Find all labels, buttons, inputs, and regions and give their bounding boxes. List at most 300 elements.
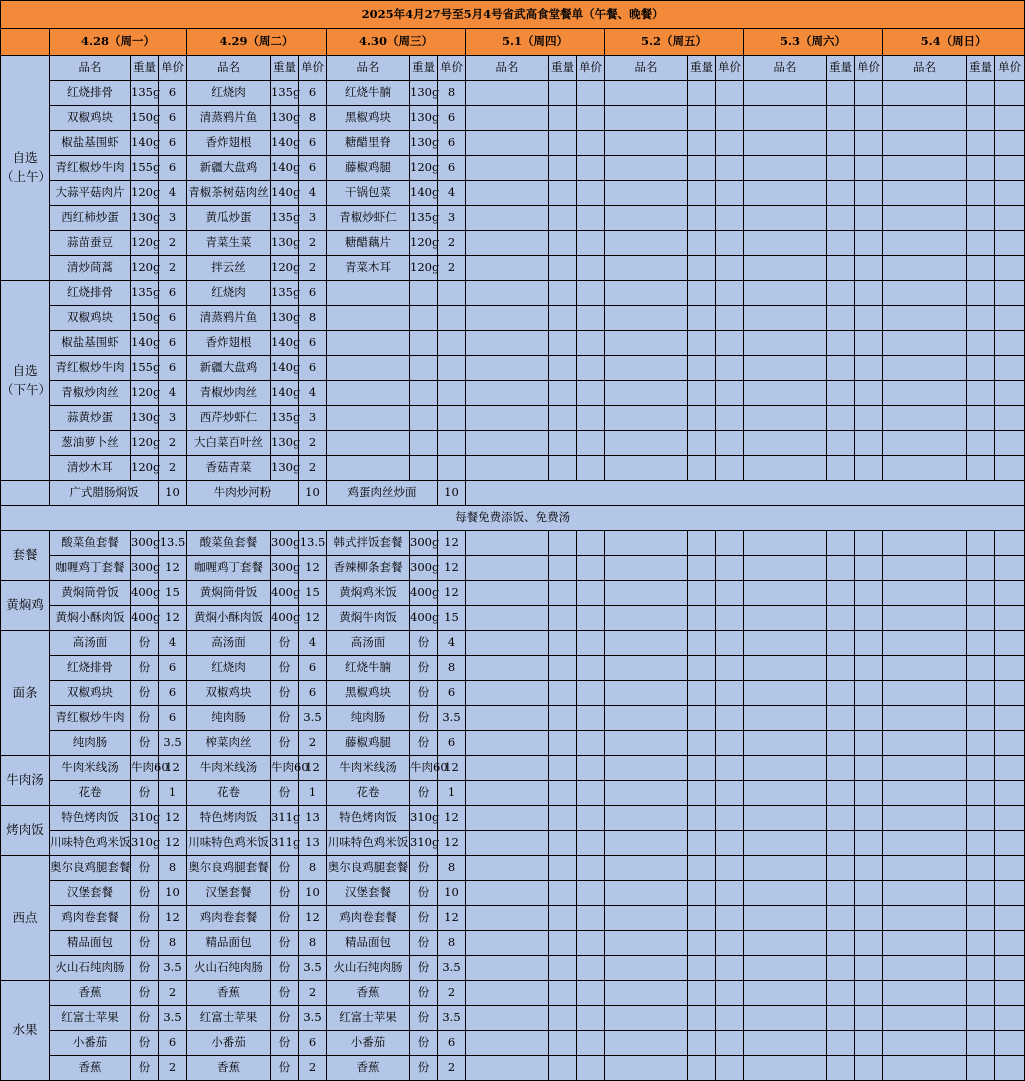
empty-cell <box>688 356 716 381</box>
day-header: 4.29（周二） <box>187 29 327 56</box>
empty-cell <box>883 781 967 806</box>
dish-name: 香蕉 <box>187 1056 271 1081</box>
table-row <box>1 731 1025 756</box>
empty-cell <box>967 656 995 681</box>
table-row <box>1 281 1025 306</box>
empty-cell <box>688 106 716 131</box>
dish-price: 13 <box>299 831 327 856</box>
col-header-price: 单价 <box>159 56 187 81</box>
dish-weight: 400g <box>131 606 159 631</box>
dish-weight: 400g <box>131 581 159 606</box>
empty-cell <box>744 931 827 956</box>
empty-cell <box>605 356 688 381</box>
empty-cell <box>855 256 883 281</box>
empty-cell <box>827 456 855 481</box>
dish-weight: 140g <box>271 331 299 356</box>
dish-price: 12 <box>438 581 466 606</box>
empty-cell <box>549 706 577 731</box>
col-header-weight: 重量 <box>410 56 438 81</box>
dish-weight: 310g <box>410 831 438 856</box>
empty-cell <box>827 256 855 281</box>
dish-weight: 130g <box>131 406 159 431</box>
empty-cell <box>549 231 577 256</box>
dish-price: 2 <box>159 256 187 281</box>
empty-cell <box>995 731 1025 756</box>
table-row <box>1 581 1025 606</box>
empty-cell <box>688 406 716 431</box>
empty-cell <box>744 206 827 231</box>
empty-cell <box>995 256 1025 281</box>
table-row <box>1 56 1025 81</box>
table-row <box>1 331 1025 356</box>
empty-cell <box>605 581 688 606</box>
empty-cell <box>744 1006 827 1031</box>
corner-cell <box>1 29 50 56</box>
dish-weight: 份 <box>271 981 299 1006</box>
dish-name: 咖喱鸡丁套餐 <box>187 556 271 581</box>
empty-cell <box>577 856 605 881</box>
empty-cell <box>967 681 995 706</box>
empty-cell <box>827 431 855 456</box>
dish-name: 黑椒鸡块 <box>327 681 410 706</box>
dish-price: 4 <box>438 181 466 206</box>
empty-cell <box>744 431 827 456</box>
empty-cell <box>995 981 1025 1006</box>
dish-weight: 120g <box>410 256 438 281</box>
empty-cell <box>716 231 744 256</box>
dish-price: 6 <box>438 1031 466 1056</box>
empty-cell <box>855 806 883 831</box>
dish-price: 4 <box>299 631 327 656</box>
empty-cell <box>716 656 744 681</box>
dish-weight: 120g <box>131 456 159 481</box>
dish-name: 香菇青菜 <box>187 456 271 481</box>
empty-cell <box>883 581 967 606</box>
empty-cell <box>466 731 549 756</box>
empty-cell <box>410 431 438 456</box>
dish-name: 精品面包 <box>187 931 271 956</box>
dish-name: 川味特色鸡米饭 <box>327 831 410 856</box>
dish-weight: 份 <box>131 881 159 906</box>
empty-cell <box>744 656 827 681</box>
empty-cell <box>883 231 967 256</box>
empty-cell <box>605 881 688 906</box>
special-dish-name: 广式腊肠焖饭 <box>50 481 159 506</box>
dish-name: 红烧排骨 <box>50 281 131 306</box>
dish-price: 8 <box>438 931 466 956</box>
empty-cell <box>577 656 605 681</box>
dish-name: 青椒茶树菇肉丝 <box>187 181 271 206</box>
dish-price: 3 <box>299 206 327 231</box>
empty-cell <box>827 1006 855 1031</box>
empty-cell <box>688 606 716 631</box>
section-label: 自选 （上午） <box>1 56 50 281</box>
empty-cell <box>716 706 744 731</box>
dish-name: 香蕉 <box>50 981 131 1006</box>
dish-price: 2 <box>159 1056 187 1081</box>
dish-weight: 130g <box>271 106 299 131</box>
empty-cell <box>577 106 605 131</box>
dish-price: 2 <box>299 456 327 481</box>
dish-name: 清蒸鸦片鱼 <box>187 306 271 331</box>
empty-cell <box>549 831 577 856</box>
dish-name: 葱油萝卜丝 <box>50 431 131 456</box>
empty-cell <box>827 581 855 606</box>
empty-cell <box>995 1006 1025 1031</box>
dish-weight: 135g <box>271 406 299 431</box>
dish-weight: 份 <box>410 706 438 731</box>
empty-cell <box>883 931 967 956</box>
dish-price: 12 <box>438 806 466 831</box>
dish-weight: 份 <box>410 781 438 806</box>
empty-cell <box>688 856 716 881</box>
empty-cell <box>967 131 995 156</box>
dish-price: 2 <box>299 431 327 456</box>
empty-cell <box>995 206 1025 231</box>
empty-cell <box>577 981 605 1006</box>
dish-weight: 份 <box>410 1031 438 1056</box>
table-row <box>1 406 1025 431</box>
dish-name: 红富士苹果 <box>50 1006 131 1031</box>
empty-cell <box>466 481 1025 506</box>
empty-cell <box>549 556 577 581</box>
empty-cell <box>716 1056 744 1081</box>
empty-cell <box>688 306 716 331</box>
empty-cell <box>716 356 744 381</box>
dish-weight: 130g <box>410 131 438 156</box>
empty-cell <box>688 556 716 581</box>
empty-cell <box>967 431 995 456</box>
empty-cell <box>577 331 605 356</box>
empty-cell <box>883 906 967 931</box>
table-row <box>1 106 1025 131</box>
empty-cell <box>438 431 466 456</box>
dish-price: 6 <box>438 106 466 131</box>
dish-price: 12 <box>438 906 466 931</box>
dish-name: 黑椒鸡块 <box>327 106 410 131</box>
dish-weight: 135g <box>410 206 438 231</box>
dish-weight: 300g <box>410 556 438 581</box>
section-label: 烤肉饭 <box>1 806 50 856</box>
empty-cell <box>577 556 605 581</box>
empty-cell <box>688 931 716 956</box>
empty-cell <box>577 156 605 181</box>
empty-cell <box>855 131 883 156</box>
empty-cell <box>577 81 605 106</box>
dish-weight: 130g <box>271 431 299 456</box>
empty-cell <box>549 356 577 381</box>
dish-name: 黄焖鸡米饭 <box>327 581 410 606</box>
dish-weight: 400g <box>410 581 438 606</box>
empty-cell <box>549 206 577 231</box>
empty-cell <box>827 981 855 1006</box>
table-row <box>1 631 1025 656</box>
dish-price: 6 <box>299 331 327 356</box>
dish-weight: 310g <box>131 831 159 856</box>
special-dish-name: 鸡蛋肉丝炒面 <box>327 481 438 506</box>
empty-cell <box>967 956 995 981</box>
empty-cell <box>466 1056 549 1081</box>
dish-weight: 150g <box>131 106 159 131</box>
dish-weight: 140g <box>271 381 299 406</box>
dish-weight: 140g <box>271 131 299 156</box>
empty-cell <box>327 381 410 406</box>
empty-cell <box>855 681 883 706</box>
dish-weight: 310g <box>131 806 159 831</box>
empty-cell <box>967 606 995 631</box>
dish-name: 榨菜肉丝 <box>187 731 271 756</box>
dish-weight: 份 <box>131 681 159 706</box>
empty-cell <box>466 206 549 231</box>
table-row <box>1 506 1025 531</box>
empty-cell <box>827 631 855 656</box>
empty-cell <box>827 681 855 706</box>
empty-cell <box>688 956 716 981</box>
empty-cell <box>967 556 995 581</box>
empty-cell <box>577 956 605 981</box>
empty-cell <box>577 881 605 906</box>
empty-cell <box>883 1056 967 1081</box>
empty-cell <box>466 981 549 1006</box>
dish-weight: 份 <box>410 956 438 981</box>
empty-cell <box>466 606 549 631</box>
dish-weight: 份 <box>271 881 299 906</box>
empty-cell <box>744 156 827 181</box>
table-row <box>1 1006 1025 1031</box>
dish-weight: 份 <box>410 881 438 906</box>
empty-cell <box>744 806 827 831</box>
empty-cell <box>577 731 605 756</box>
empty-cell <box>410 331 438 356</box>
dish-name: 青菜木耳 <box>327 256 410 281</box>
dish-name: 青椒炒肉丝 <box>187 381 271 406</box>
empty-cell <box>327 281 410 306</box>
empty-cell <box>995 831 1025 856</box>
dish-price: 13 <box>299 806 327 831</box>
dish-price: 2 <box>159 431 187 456</box>
empty-cell <box>605 406 688 431</box>
empty-cell <box>466 581 549 606</box>
table-row <box>1 781 1025 806</box>
empty-cell <box>744 281 827 306</box>
dish-name: 小番茄 <box>50 1031 131 1056</box>
empty-cell <box>744 906 827 931</box>
empty-cell <box>827 856 855 881</box>
empty-cell <box>466 356 549 381</box>
dish-name: 酸菜鱼套餐 <box>50 531 131 556</box>
empty-cell <box>855 856 883 881</box>
dish-weight: 120g <box>131 181 159 206</box>
dish-price: 8 <box>438 656 466 681</box>
empty-cell <box>688 806 716 831</box>
dish-name: 黄焖牛肉饭 <box>327 606 410 631</box>
dish-name: 鸡肉卷套餐 <box>187 906 271 931</box>
dish-price: 12 <box>438 831 466 856</box>
empty-cell <box>716 456 744 481</box>
empty-cell <box>688 631 716 656</box>
dish-name: 红烧肉 <box>187 81 271 106</box>
empty-cell <box>883 556 967 581</box>
dish-weight: 份 <box>410 931 438 956</box>
empty-cell <box>995 331 1025 356</box>
dish-price: 6 <box>159 156 187 181</box>
dish-name: 糖醋藕片 <box>327 231 410 256</box>
col-header-name: 品名 <box>883 56 967 81</box>
empty-cell <box>410 356 438 381</box>
table-row <box>1 131 1025 156</box>
empty-cell <box>466 456 549 481</box>
col-header-weight: 重量 <box>271 56 299 81</box>
empty-cell <box>605 106 688 131</box>
col-header-name: 品名 <box>50 56 131 81</box>
col-header-name: 品名 <box>187 56 271 81</box>
dish-price: 6 <box>438 731 466 756</box>
dish-name: 双椒鸡块 <box>50 306 131 331</box>
section-label: 黄焖鸡 <box>1 581 50 631</box>
empty-cell <box>827 756 855 781</box>
dish-weight: 150g <box>131 306 159 331</box>
empty-cell <box>438 456 466 481</box>
empty-cell <box>716 681 744 706</box>
empty-cell <box>744 81 827 106</box>
empty-cell <box>967 706 995 731</box>
empty-cell <box>327 356 410 381</box>
dish-price: 8 <box>159 931 187 956</box>
empty-cell <box>410 406 438 431</box>
empty-cell <box>995 631 1025 656</box>
dish-price: 13.5 <box>299 531 327 556</box>
empty-cell <box>855 756 883 781</box>
empty-cell <box>995 606 1025 631</box>
dish-name: 酸菜鱼套餐 <box>187 531 271 556</box>
dish-name: 小番茄 <box>187 1031 271 1056</box>
empty-cell <box>688 206 716 231</box>
dish-weight: 份 <box>271 1006 299 1031</box>
dish-name: 双椒鸡块 <box>50 106 131 131</box>
empty-cell <box>855 731 883 756</box>
dish-weight: 份 <box>271 856 299 881</box>
table-row <box>1 656 1025 681</box>
empty-cell <box>883 631 967 656</box>
empty-cell <box>466 231 549 256</box>
empty-cell <box>577 1056 605 1081</box>
dish-price: 6 <box>299 156 327 181</box>
empty-cell <box>549 381 577 406</box>
empty-cell <box>577 181 605 206</box>
empty-cell <box>967 1006 995 1031</box>
dish-price: 1 <box>299 781 327 806</box>
dish-name: 红富士苹果 <box>327 1006 410 1031</box>
empty-cell <box>827 781 855 806</box>
dish-weight: 400g <box>271 581 299 606</box>
empty-cell <box>549 756 577 781</box>
dish-price: 8 <box>299 856 327 881</box>
dish-price: 10 <box>159 881 187 906</box>
empty-cell <box>716 931 744 956</box>
empty-cell <box>410 381 438 406</box>
dish-price: 6 <box>159 1031 187 1056</box>
dish-weight: 135g <box>131 281 159 306</box>
empty-cell <box>827 1031 855 1056</box>
empty-cell <box>466 256 549 281</box>
dish-name: 香辣柳条套餐 <box>327 556 410 581</box>
empty-cell <box>466 756 549 781</box>
empty-cell <box>688 531 716 556</box>
empty-cell <box>466 331 549 356</box>
dish-name: 青红椒炒牛肉 <box>50 706 131 731</box>
empty-cell <box>577 756 605 781</box>
empty-cell <box>855 631 883 656</box>
empty-cell <box>744 131 827 156</box>
dish-name: 火山石纯肉肠 <box>327 956 410 981</box>
dish-weight: 300g <box>131 531 159 556</box>
day-header: 5.1（周四） <box>466 29 605 56</box>
empty-cell <box>855 906 883 931</box>
dish-weight: 牛肉60 <box>131 756 159 781</box>
empty-cell <box>605 1056 688 1081</box>
dish-weight: 份 <box>131 931 159 956</box>
empty-cell <box>716 131 744 156</box>
empty-cell <box>827 281 855 306</box>
empty-cell <box>716 531 744 556</box>
empty-cell <box>967 781 995 806</box>
empty-cell <box>716 1006 744 1031</box>
empty-cell <box>855 931 883 956</box>
empty-cell <box>466 406 549 431</box>
dish-name: 牛肉米线汤 <box>50 756 131 781</box>
empty-cell <box>744 356 827 381</box>
empty-cell <box>995 706 1025 731</box>
table-row <box>1 706 1025 731</box>
empty-cell <box>605 731 688 756</box>
empty-cell <box>995 81 1025 106</box>
dish-weight: 份 <box>271 681 299 706</box>
empty-cell <box>744 706 827 731</box>
table-row <box>1 681 1025 706</box>
dish-weight: 份 <box>271 1031 299 1056</box>
empty-cell <box>883 356 967 381</box>
empty-cell <box>855 281 883 306</box>
dish-price: 12 <box>159 556 187 581</box>
empty-cell <box>466 656 549 681</box>
empty-cell <box>688 181 716 206</box>
empty-cell <box>827 656 855 681</box>
empty-cell <box>744 106 827 131</box>
empty-cell <box>466 431 549 456</box>
empty-cell <box>438 356 466 381</box>
dish-price: 3.5 <box>299 956 327 981</box>
table-row <box>1 981 1025 1006</box>
day-header: 5.4（周日） <box>883 29 1025 56</box>
dish-weight: 份 <box>131 1006 159 1031</box>
empty-cell <box>605 306 688 331</box>
dish-name: 香蕉 <box>187 981 271 1006</box>
empty-cell <box>967 356 995 381</box>
empty-cell <box>716 331 744 356</box>
empty-cell <box>883 606 967 631</box>
empty-cell <box>577 906 605 931</box>
col-header-weight: 重量 <box>549 56 577 81</box>
empty-cell <box>967 931 995 956</box>
empty-cell <box>827 606 855 631</box>
dish-price: 12 <box>159 606 187 631</box>
empty-cell <box>438 306 466 331</box>
empty-cell <box>967 281 995 306</box>
empty-cell <box>605 631 688 656</box>
dish-weight: 份 <box>410 981 438 1006</box>
empty-cell <box>995 356 1025 381</box>
dish-price: 2 <box>299 981 327 1006</box>
